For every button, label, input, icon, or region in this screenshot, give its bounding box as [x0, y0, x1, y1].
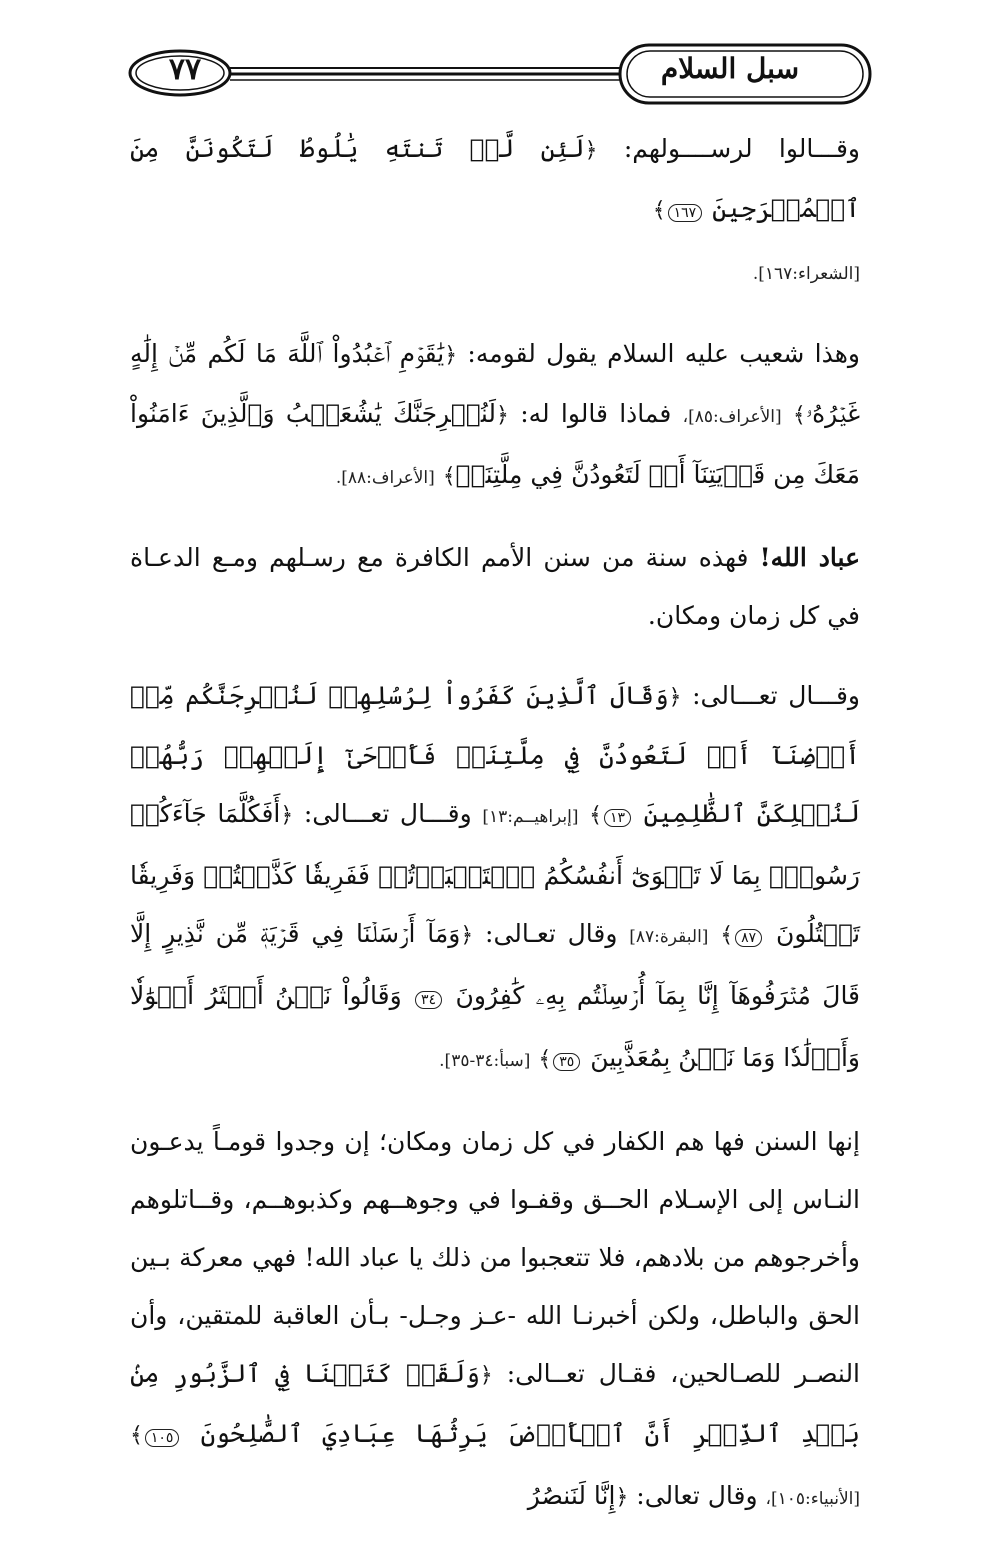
- verse-reference: [الأنبياء:١٠٥]،: [765, 1489, 860, 1509]
- lead-text: وقال تعـالى:: [485, 919, 618, 948]
- verse-open-bracket: ﴿: [584, 138, 598, 163]
- verse-close-bracket: ﴾: [720, 923, 734, 948]
- verse-reference: [البقرة:٨٧]: [629, 927, 709, 947]
- quran-verse: أَفَكُلَّمَا جَآءَكُمۡ رَسُولُۢ بِمَا لَا تَهۡوَىٰٓ أَنفُسُكُمُ ٱسۡتَكۡبَرۡتُمۡ فَفَرِيقٗا كَذَّبۡتُمۡ وَفَرِيقٗا تَقۡتُلُونَ: [130, 799, 861, 948]
- verse-open-bracket: ﴿: [615, 1485, 629, 1510]
- verse-open-bracket: ﴿: [496, 403, 509, 428]
- page-header: [120, 40, 880, 110]
- paragraph-4: [130, 667, 860, 1091]
- verse-close-bracket: ﴾: [792, 403, 806, 428]
- quran-verse: لَنُخۡرِجَنَّكَ يَٰشُعَيۡبُ وَٱلَّذِينَ ءَامَنُواْ مَعَكَ مِن قَرۡيَتِنَآ أَوۡ لَتَعُودُنَّ فِي مِلَّتِنَاۚ: [130, 399, 860, 489]
- verse-close-bracket: ﴾: [130, 1423, 143, 1448]
- lead-text: وقال تعالى:: [636, 1481, 758, 1510]
- verse-open-bracket: ﴿: [668, 685, 682, 710]
- ayah-number-marker: ٣٤: [415, 991, 442, 1009]
- page-number: ٧٧: [168, 52, 202, 87]
- verse-open-bracket: ﴿: [280, 803, 294, 828]
- bold-address: عباد الله!: [759, 543, 860, 572]
- verse-close-bracket: ﴾: [652, 198, 666, 223]
- paragraph-5: [130, 1113, 860, 1528]
- quran-verse: وَقَالُواْ نَحۡنُ أَكۡثَرُ أَمۡوَٰلٗا وَأَوۡلَٰدٗا وَمَا نَحۡنُ بِمُعَذَّبِينَ: [130, 981, 860, 1072]
- ayah-number-marker: ١٣: [604, 809, 631, 827]
- lead-text: وهذا شعيب عليه السلام يقول لقومه:: [467, 339, 861, 368]
- quran-verse: يَٰقَوۡمِ ٱعۡبُدُواْ ٱللَّهَ مَا لَكُم مِّنۡ إِلَٰهٍ غَيۡرُهُۥ: [130, 339, 861, 428]
- paragraph-3: [130, 529, 860, 645]
- verse-reference: [إبراهيــم:١٣]: [482, 807, 579, 827]
- middle-text: فماذا قالوا له:: [520, 399, 672, 428]
- ayah-number-marker: ١٠٥: [145, 1429, 180, 1447]
- verse-reference: [سبأ:٣٤-٣٥].: [439, 1051, 531, 1071]
- verse-close-bracket: ﴾: [589, 803, 602, 828]
- ayah-number-marker: ١٦٧: [668, 204, 703, 222]
- quran-verse: وَمَآ أَرۡسَلۡنَا فِي قَرۡيَةٖ مِّن نَّذِيرٍ إِلَّا قَالَ مُتۡرَفُوهَآ إِنَّا بِمَآ أُرۡسِلۡتُم بِهِۦ كَٰفِرُونَ: [130, 919, 861, 1010]
- ayah-number-marker: ٣٥: [553, 1053, 580, 1071]
- verse-reference: [الأعراف:٨٥]،: [682, 407, 782, 427]
- verse-open-bracket: ﴿: [479, 1363, 493, 1388]
- verse-open-bracket: ﴿: [460, 923, 474, 948]
- lead-text: وقـــالوا لرســــولهم:: [623, 134, 860, 163]
- lead-text: وقـــال تعـــالى:: [303, 799, 472, 828]
- verse-open-bracket: ﴿: [444, 343, 458, 368]
- quran-verse: إِنَّا لَنَنصُرُ: [527, 1481, 616, 1510]
- verse-close-bracket: ﴾: [442, 464, 456, 489]
- quran-verse: وَلَقَدۡ كَتَبۡنَا فِي ٱلزَّبُورِ مِنۢ بَعۡدِ ٱلذِّكۡرِ أَنَّ ٱلۡأَرۡضَ يَرِثُهَا عِبَادِيَ ٱلصَّٰلِحُونَ: [130, 1359, 860, 1448]
- ayah-number-marker: ٨٧: [735, 929, 762, 947]
- verse-reference: [الأعراف:٨٨].: [335, 468, 435, 488]
- quran-verse: وَقَالَ ٱلَّذِينَ كَفَرُواْ لِرُسُلِهِمۡ لَنُخۡرِجَنَّكُم مِّنۡ أَرۡضِنَآ أَوۡ لَتَعُودُنَّ فِي مِلَّتِنَاۖ فَأَوۡحَىٰٓ إِلَيۡهِمۡ رَبُّهُمۡ لَنُهۡلِكَنَّ ٱلظَّٰلِمِينَ: [130, 681, 861, 828]
- verse-reference: [الشعراء:١٦٧].: [752, 264, 860, 284]
- quran-verse: لَئِن لَّمۡ تَنتَهِ يَٰلُوطُ لَتَكُونَنَّ مِنَ ٱلۡمُخۡرَجِينَ: [130, 134, 860, 223]
- body-text: إنها السنن فها هم الكفار في كل زمان ومكان؛ إن وجدوا قومـاً يدعـون النـاس إلى الإسـلام الحــق وقفـوا في وجوهــهم وكذبوهــم، وقــاتلوهم وأخرجوهم من بلادهم، فلا تتعجبوا من ذلك يا عباد الله! فهي معركة بـين الحق والباطل، ولكن أخبرنـا الله -عـز وجـل- بـأن العاقبة للمتقين، وأن النصـر للصـالحين، فقـال تعــالى:: [130, 1127, 861, 1388]
- paragraph-2: [130, 325, 860, 507]
- page-body: [130, 120, 860, 1550]
- verse-close-bracket: ﴾: [538, 1047, 552, 1072]
- paragraph-1: [130, 120, 860, 303]
- book-title: سبل السلام: [660, 52, 800, 85]
- lead-text: وقـــال تعـــالى:: [692, 681, 860, 710]
- body-text: فهذه سنة من سنن الأمم الكافرة مع رسـلهم ومـع الدعـاة في كل زمان ومكان.: [130, 543, 860, 630]
